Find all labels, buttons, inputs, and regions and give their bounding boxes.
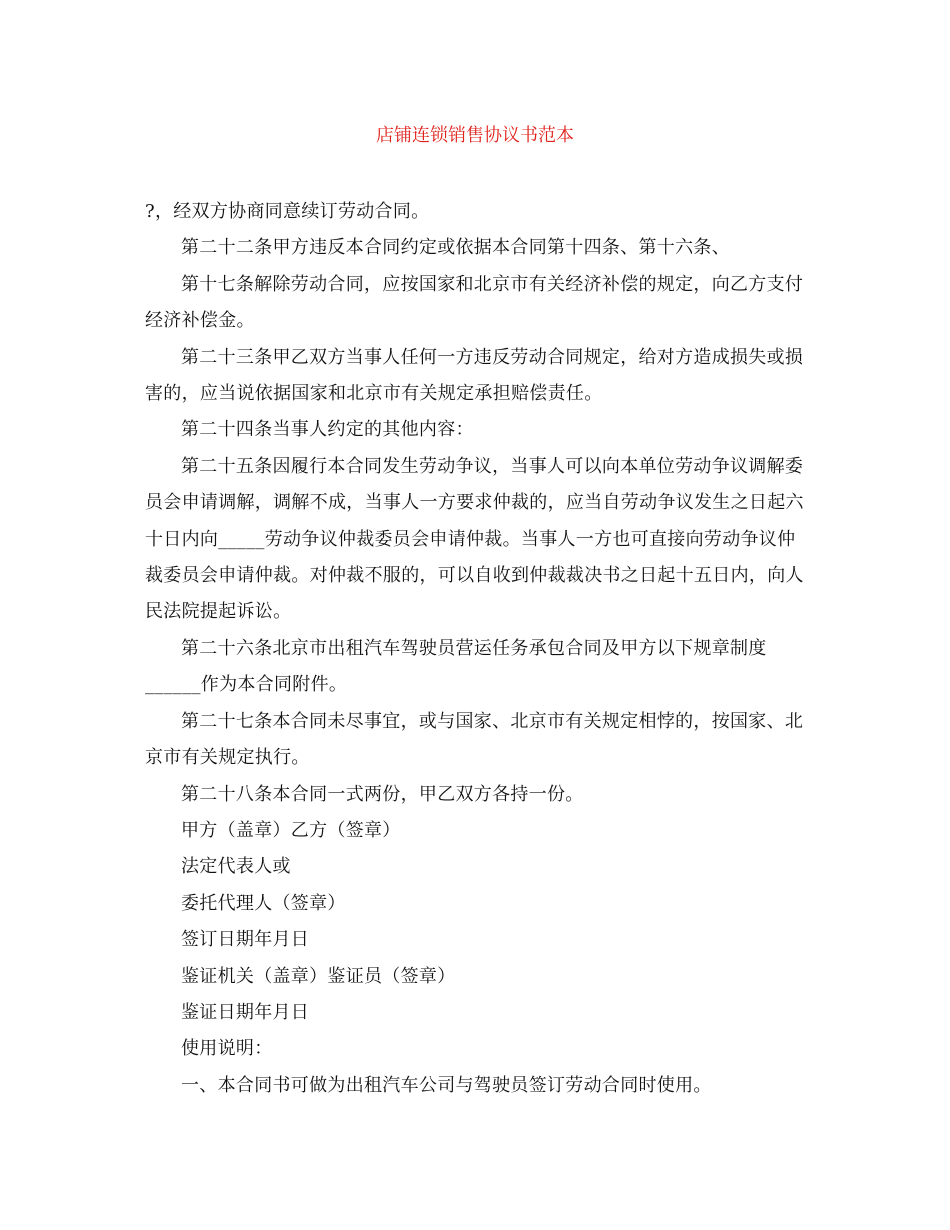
paragraph-article-22: 第二十二条甲方违反本合同约定或依据本合同第十四条、第十六条、 xyxy=(181,237,730,259)
signature-parties: 甲方（盖章）乙方（签章） xyxy=(181,819,401,841)
paragraph-article-23: 第二十三条甲乙双方当事人任何一方违反劳动合同规定，给对方造成损失或损害的，应当说依据国家和北京市有关规定承担赔偿责任。 xyxy=(145,346,804,405)
paragraph-article-26: 第二十六条北京市出租汽车驾驶员营运任务承包合同及甲方以下规章制度______作为本合同附件。 xyxy=(145,637,767,696)
signing-date: 签订日期年月日 xyxy=(181,929,310,951)
document-body xyxy=(145,194,810,1104)
paragraph-article-27: 第二十七条本合同未尽事宜，或与国家、北京市有关规定相悖的，按国家、北京市有关规定执行。 xyxy=(145,710,804,769)
attestation-date: 鉴证日期年月日 xyxy=(181,1001,310,1023)
document-title: 店铺连锁销售协议书范本 xyxy=(376,125,574,146)
attestation-authority: 鉴证机关（盖章）鉴证员（签章） xyxy=(181,965,456,987)
usage-item-1: 一、本合同书可做为出租汽车公司与驾驶员签订劳动合同时使用。 xyxy=(181,1074,712,1096)
signature-legal-rep: 法定代表人或 xyxy=(181,856,291,878)
paragraph-article-24: 第二十四条当事人约定的其他内容： xyxy=(181,419,474,441)
paragraph-article-25: 第二十五条因履行本合同发生劳动争议，当事人可以向本单位劳动争议调解委员会申请调解，调解不成，当事人一方要求仲裁的，应当自劳动争议发生之日起六十日内向_____劳动争议仲裁委员会申请仲裁。当事人一方也可直接向劳动争议仲裁委员会申请仲裁。对仲裁不服的，可以自收到仲裁裁决书之日起十五日内，向人民法院提起诉讼。 xyxy=(145,455,804,623)
paragraph-continuation: ?，经双方协商同意续订劳动合同。 xyxy=(145,201,430,222)
signature-agent: 委托代理人（签章） xyxy=(181,892,346,914)
paragraph-article-22-cont: 第十七条解除劳动合同，应按国家和北京市有关经济补偿的规定，向乙方支付经济补偿金。 xyxy=(145,273,804,332)
usage-heading: 使用说明： xyxy=(181,1038,273,1060)
paragraph-article-28: 第二十八条本合同一式两份，甲乙双方各持一份。 xyxy=(181,783,584,805)
